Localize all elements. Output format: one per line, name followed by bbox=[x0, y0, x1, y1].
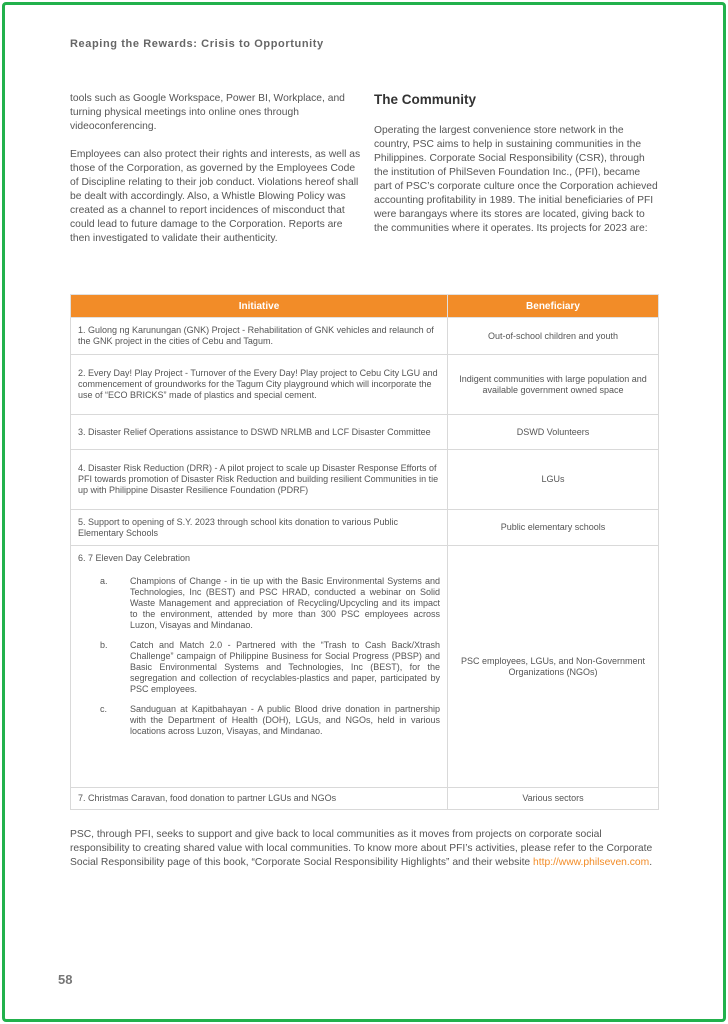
list-text: Champions of Change - in tie up with the Basic Environmental Systems and Technologies, Inc (BEST) and PSC HRAD, conducted a webinar on Solid Waste Management and appreciation of Recycling/Upcycling and its impact to the environment, attended by more than 300 PSC employees across Luzon, Visayas and Mindanao. bbox=[130, 576, 440, 630]
initiative-cell: 5. Support to opening of S.Y. 2023 through school kits donation to various Public Elementary Schools bbox=[71, 510, 448, 546]
beneficiary-cell: LGUs bbox=[448, 450, 659, 510]
list-item bbox=[78, 576, 440, 631]
list-text: Sanduguan at Kapitbahayan - A public Blood drive donation in partnership with the Department of Health (DOH), LGUs, and NGOs, held in various locations across Luzon, Visayas, and Mindanao. bbox=[130, 704, 440, 736]
closing-period: . bbox=[649, 857, 653, 868]
list-item bbox=[78, 704, 440, 737]
table-row bbox=[71, 546, 659, 788]
list-item bbox=[78, 640, 440, 695]
left-column bbox=[70, 92, 362, 260]
initiative-cell: 7. Christmas Caravan, food donation to partner LGUs and NGOs bbox=[71, 788, 448, 810]
initiative-cell: 1. Gulong ng Karunungan (GNK) Project - Rehabilitation of GNK vehicles and relaunch of the GNK project in the cities of Cebu and Tagum. bbox=[71, 318, 448, 355]
initiative-cell: 4. Disaster Risk Reduction (DRR) - A pilot project to scale up Disaster Response Efforts of PFI towards promotion of Disaster Risk Reduction and building resilient Communities in tie up with Philippine Disaster Resilience Foundation (PDRF) bbox=[71, 450, 448, 510]
list-text: Catch and Match 2.0 - Partnered with the “Trash to Cash Back/Xtrash Challenge” campaign of Philippine Business for Social Progress (PBSP) and Basic Environmental Systems and Technologies, Inc (BEST), for the segregation and collection of recyclables-plastics and paper, participated by PSC employees. bbox=[130, 640, 440, 694]
closing-text: PSC, through PFI, seeks to support and give back to local communities as it moves from projects on corporate social responsibility to creating shared value with local communities. To know more about PFI’s activities, please refer to the Corporate Social Responsibility page of this book, “Corporate Social Responsibility Highlights” and their website bbox=[70, 829, 653, 868]
running-header: Reaping the Rewards: Crisis to Opportunity bbox=[70, 38, 324, 50]
beneficiary-column-header: Beneficiary bbox=[448, 295, 659, 318]
projects-table bbox=[70, 294, 659, 810]
closing-paragraph bbox=[70, 828, 660, 870]
beneficiary-cell: Indigent communities with large population and available government owned space bbox=[448, 355, 659, 415]
initiative-cell: 2. Every Day! Play Project - Turnover of the Every Day! Play project to Cebu City LGU and commencement of groundworks for the Tagum City playground which will incorporate the use of “ECO BRICKS” made of plastics and special cement. bbox=[71, 355, 448, 415]
initiative-cell: 3. Disaster Relief Operations assistance to DSWD NRLMB and LCF Disaster Committee bbox=[71, 415, 448, 450]
paragraph: Operating the largest convenience store network in the country, PSC aims to help in sustaining communities in the Philippines. Corporate Social Responsibility (CSR), through the institution of PhilSeven Foundation Inc., (PFI), became part of PSC’s corporate culture once the Corporation achieved accounting profitability in 1989. The initial beneficiaries of PFI were barangays where its stores are located, giving back to the communities where it operates. Its projects for 2023 are: bbox=[374, 125, 658, 234]
beneficiary-cell: Public elementary schools bbox=[448, 510, 659, 546]
initiative-cell bbox=[71, 546, 448, 788]
section-heading: The Community bbox=[374, 92, 477, 107]
table-row bbox=[71, 510, 659, 546]
table-row bbox=[71, 355, 659, 415]
table-row bbox=[71, 415, 659, 450]
initiative-title: 6. 7 Eleven Day Celebration bbox=[78, 553, 191, 563]
initiative-column-header: Initiative bbox=[71, 295, 448, 318]
table-header-row bbox=[71, 295, 659, 318]
right-column bbox=[374, 92, 660, 236]
paragraph: Employees can also protect their rights and interests, as well as those of the Corporation, as governed by the Employees Code of Discipline relating to their job conduct. Violations hereof shall be dealt with accordingly. Also, a Whistle Blowing Policy was created as a channel to report incidences of misconduct that could lead to future damage to the Corporation. Reports are then investigated to validate their authenticity. bbox=[70, 149, 361, 244]
beneficiary-cell: DSWD Volunteers bbox=[448, 415, 659, 450]
page-number: 58 bbox=[58, 972, 73, 987]
table-row bbox=[71, 788, 659, 810]
beneficiary-cell: Out-of-school children and youth bbox=[448, 318, 659, 355]
list-letter: c. bbox=[100, 704, 108, 714]
list-letter: b. bbox=[100, 640, 108, 650]
table-row bbox=[71, 450, 659, 510]
paragraph: tools such as Google Workspace, Power BI, Workplace, and turning physical meetings into online ones through videoconferencing. bbox=[70, 93, 345, 132]
beneficiary-cell: Various sectors bbox=[448, 788, 659, 810]
list-letter: a. bbox=[100, 576, 108, 586]
table-row bbox=[71, 318, 659, 355]
website-link[interactable]: http://www.philseven.com bbox=[533, 857, 650, 868]
beneficiary-cell: PSC employees, LGUs, and Non-Government Organizations (NGOs) bbox=[448, 546, 659, 788]
